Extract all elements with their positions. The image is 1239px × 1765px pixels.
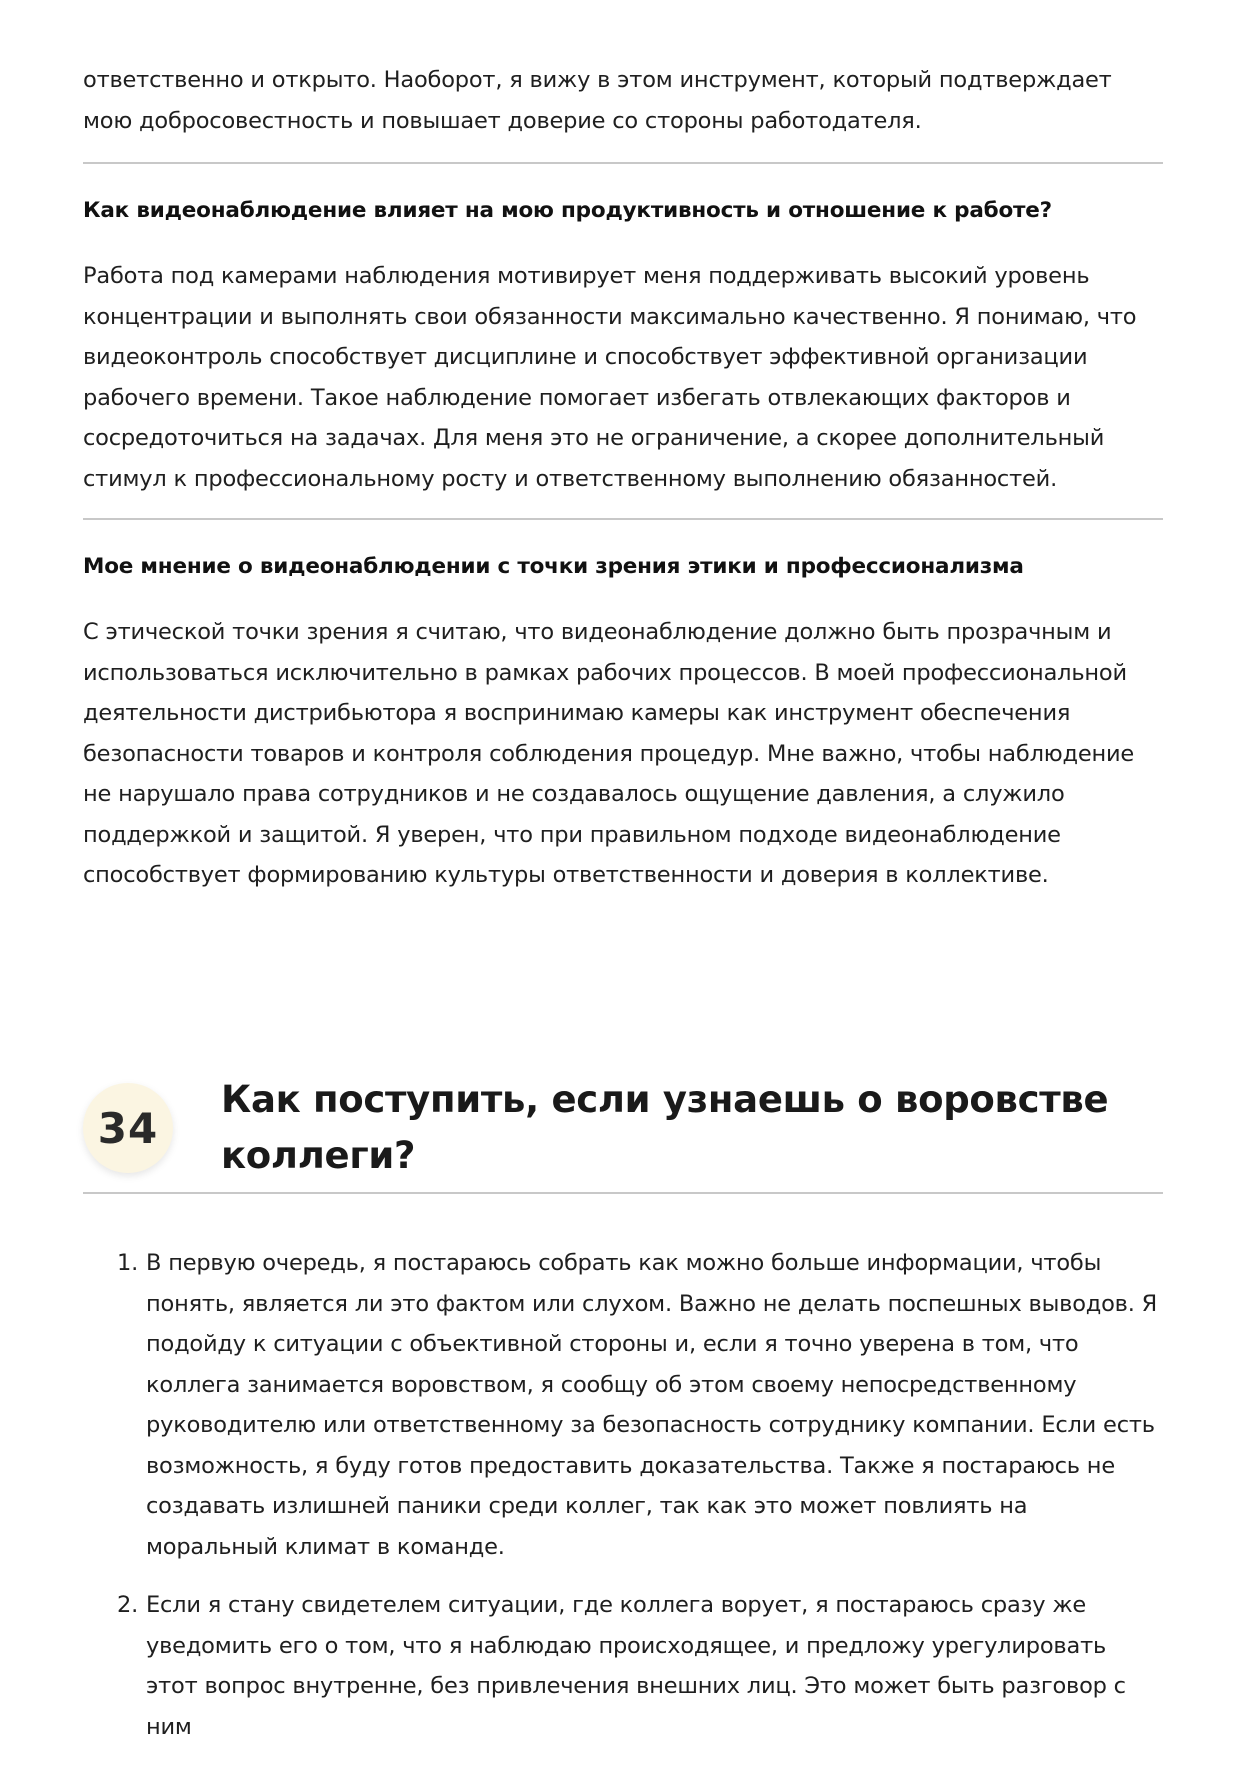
section-number: 34 xyxy=(97,1103,159,1153)
question-title-ethics: Мое мнение о видеонаблюдении с точки зрения этики и профессионализма xyxy=(83,554,1024,579)
list-item xyxy=(83,1585,1163,1747)
divider xyxy=(83,162,1163,164)
list-item-marker: 2. xyxy=(117,1592,139,1618)
section-number-badge xyxy=(83,1083,173,1173)
section-title: Как поступить, если узнаешь о воровстве коллеги? xyxy=(221,1078,1109,1177)
answer-paragraph-productivity: Работа под камерами наблюдения мотивирует меня поддерживать высокий уровень концентрации и выполнять свои обязанности максимально качественно. Я понимаю, что видеоконтроль способствует дисциплине и способствует эффективной организации рабочего времени. Такое наблюдение помогает избегать отвлекающих факторов и сосредоточиться на задачах. Для меня это не ограничение, а скорее дополнительный стимул к профессиональному росту и ответственному выполнению обязанностей. xyxy=(83,263,1137,492)
divider xyxy=(83,518,1163,520)
list-item-marker: 1. xyxy=(117,1250,139,1276)
list-item-text: В первую очередь, я постараюсь собрать как можно больше информации, чтобы понять, является ли это фактом или слухом. Важно не делать поспешных выводов. Я подойду к ситуации с объективной стороны и, если я точно уверена в том, что коллега занимается воровством, я сообщу об этом своему непосредственному руководителю или ответственному за безопасность сотруднику компании. Если есть возможность, я буду готов предоставить доказательства. Также я постараюсь не создавать излишней паники среди коллег, так как это может повлиять на моральный климат в команде. xyxy=(146,1250,1158,1560)
section-divider xyxy=(83,1192,1163,1194)
list-item xyxy=(83,1243,1163,1567)
question-title-productivity: Как видеонаблюдение влияет на мою продуктивность и отношение к работе? xyxy=(83,198,1052,223)
list-item-text: Если я стану свидетелем ситуации, где коллега ворует, я постараюсь сразу же уведомить его о том, что я наблюдаю происходящее, и предложу урегулировать этот вопрос внутренне, без привлечения внешних лиц. Это может быть разговор с ним xyxy=(146,1592,1126,1740)
answer-list xyxy=(83,1243,1163,1765)
intro-paragraph: ответственно и открыто. Наоборот, я вижу в этом инструмент, который подтверждает мою добросовестность и повышает доверие со стороны работодателя. xyxy=(83,67,1112,134)
answer-paragraph-ethics: С этической точки зрения я считаю, что видеонаблюдение должно быть прозрачным и использоваться исключительно в рамках рабочих процессов. В моей профессиональной деятельности дистрибьютора я воспринимаю камеры как инструмент обеспечения безопасности товаров и контроля соблюдения процедур. Мне важно, чтобы наблюдение не нарушало права сотрудников и не создавалось ощущение давления, а служило поддержкой и защитой. Я уверен, что при правильном подходе видеонаблюдение способствует формированию культуры ответственности и доверия в коллективе. xyxy=(83,619,1135,888)
